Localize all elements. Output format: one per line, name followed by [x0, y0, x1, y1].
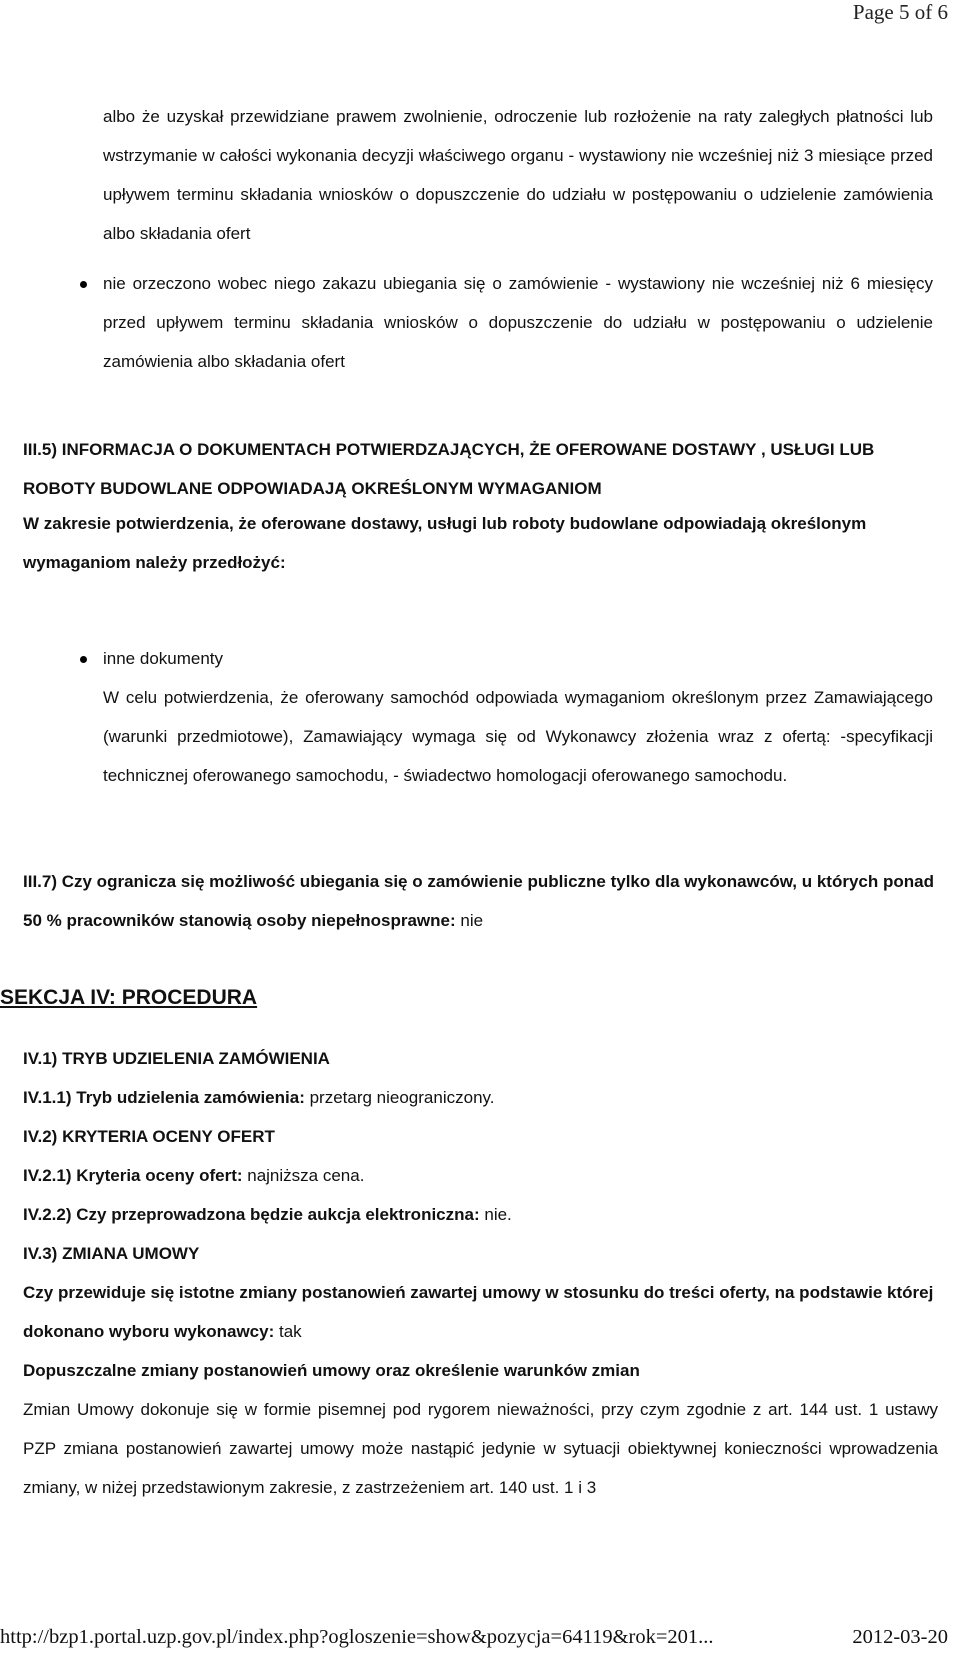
- iv22-label: IV.2.2) Czy przeprowadzona będzie aukcja elektroniczna:: [23, 1205, 480, 1224]
- iv11-value: przetarg nieograniczony.: [304, 1088, 495, 1107]
- iv21-line: [23, 1156, 938, 1195]
- iv2-heading: IV.2) KRYTERIA OCENY OFERT: [23, 1127, 275, 1146]
- section-iii5-heading: III.5) INFORMACJA O DOKUMENTACH POTWIERDZAJĄCYCH, ŻE OFEROWANE DOSTAWY , USŁUGI LUB ROBOTY BUDOWLANE ODPOWIADAJĄ OKREŚLONYM WYMAGANIOM: [23, 440, 875, 498]
- section-iii7-question: III.7) Czy ogranicza się możliwość ubiegania się o zamówienie publiczne tylko dla wykonawców, u których ponad 50 % pracowników stanowią osoby niepełnosprawne:: [23, 872, 934, 930]
- section-iii7: [23, 862, 938, 940]
- iv22-line: [23, 1195, 938, 1234]
- iv3-subheading: Dopuszczalne zmiany postanowień umowy oraz określenie warunków zmian: [23, 1361, 640, 1380]
- section-iv-title: SEKCJA IV: PROCEDURA: [0, 986, 258, 1009]
- footer-date: 2012-03-20: [852, 1626, 948, 1648]
- iv1-heading: IV.1) TRYB UDZIELENIA ZAMÓWIENIA: [23, 1049, 330, 1068]
- section-iii7-answer: nie: [455, 911, 484, 930]
- bullet-other-documents: inne dokumenty: [103, 649, 224, 668]
- iv3-question: Czy przewiduje się istotne zmiany postanowień zawartej umowy w stosunku do treści oferty, na podstawie której dokonano wyboru wykonawcy:: [23, 1283, 934, 1341]
- iv22-value: nie.: [479, 1205, 512, 1224]
- bullet-no-ban: nie orzeczono wobec niego zakazu ubiegania się o zamówienie - wystawiony nie wcześniej niż 6 miesięcy przed upływem terminu składania wniosków o dopuszczenie do udziału w postępowaniu o udzielenie zamówienia albo składania ofert: [103, 274, 933, 371]
- section-iii5-subheading: W zakresie potwierdzenia, że oferowane dostawy, usługi lub roboty budowlane odpowiadają określonym wymaganiom należy przedłożyć:: [23, 514, 867, 572]
- iv3-answer: tak: [274, 1322, 302, 1341]
- paragraph-vehicle-requirements: W celu potwierdzenia, że oferowany samochód odpowiada wymaganiom określonym przez Zamawiającego (warunki przedmiotowe), Zamawiający wymaga się od Wykonawcy złożenia wraz z ofertą: -specyfikacji technicznej oferowanego samochodu, - świadectwo homologacji oferowanego samochodu.: [103, 688, 933, 785]
- footer-url: http://bzp1.portal.uzp.gov.pl/index.php?ogloszenie=show&pozycja=64119&rok=201...: [0, 1626, 714, 1648]
- iv3-heading: IV.3) ZMIANA UMOWY: [23, 1244, 200, 1263]
- iv11-line: [23, 1078, 938, 1117]
- iv21-label: IV.2.1) Kryteria oceny ofert:: [23, 1166, 243, 1185]
- iv11-label: IV.1.1) Tryb udzielenia zamówienia:: [23, 1088, 305, 1107]
- page-number: Page 5 of 6: [852, 0, 948, 24]
- paragraph-tax-arrears: albo że uzyskał przewidziane prawem zwolnienie, odroczenie lub rozłożenie na raty zaległych płatności lub wstrzymanie w całości wykonania decyzji właściwego organu - wystawiony nie wcześniej niż 3 miesiące przed upływem terminu składania wniosków o dopuszczenie do udziału w postępowaniu o udzielenie zamówienia albo składania ofert: [103, 107, 933, 243]
- iv3-question-line: [23, 1273, 938, 1351]
- bullet-dot: [80, 656, 87, 663]
- iv3-text: Zmian Umowy dokonuje się w formie pisemnej pod rygorem nieważności, przy czym zgodnie z art. 144 ust. 1 ustawy PZP zmiana postanowień zawartej umowy może nastąpić jedynie w sytuacji obiektywnej konieczności wprowadzenia zmiany, w niżej przedstawionym zakresie, z zastrzeżeniem art. 140 ust. 1 i 3: [23, 1400, 938, 1497]
- bullet-dot: [80, 281, 87, 288]
- iv21-value: najniższa cena.: [242, 1166, 365, 1185]
- page-footer: [0, 1620, 960, 1654]
